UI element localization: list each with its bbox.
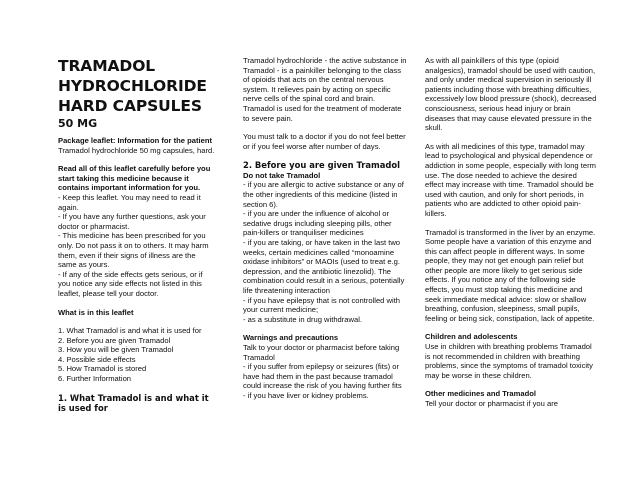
do-not-take-heading: Do not take Tramadol [243,170,321,180]
warnings-text: Talk to your doctor or pharmacist before taking Tramadol - if you suffer from epilepsy or seizures (fits) or have had them in the past because tramadol could increase the risk of you having further fits - if you have liver or kidney problems. [243,342,402,400]
product-intro: Tramadol hydrochloride - the active substance in Tramadol - is a painkiller belonging to the class of opioids that acts on the central nervous system. It relieves pain by acting on specific nerve cells of the spinal cord and brain. Tramadol is used for the treatment of moderate to severe pain. [243,56,407,123]
other-medicines-text: Tell your doctor or pharmacist if you are [425,399,558,408]
read-leaflet-heading: Read all of this leaflet carefully before you start taking this medicine because it contains important information for you. [58,164,211,193]
document-title: TRAMADOL HYDROCHLORIDE HARD CAPSULES [58,57,207,115]
children-text: Use in children with breathing problems Tramadol is not recommended in children with breathing problems, since the symptoms of tramadol toxicity may be worse in these children. [425,342,593,380]
read-leaflet-points: - Keep this leaflet. You may need to read it again. - If you have any further questions, ask your doctor or pharmacist. - This medicine has been prescribed for you only. Do not pass it on to others. It may harm them, even if their signs of illness are the same as yours. - If any of the side effects gets serious, or if you notice any side effects not listed in this leaflet, please tell your doctor. [58,192,209,298]
dependence-paragraph: As with all medicines of this type, tramadol may lead to psychological and physical dependence or addiction in some people, especially with long term use. The dose needed to achieve the desired effect may increase with time. Tramadol should be used with caution, and only for short periods, in patients who are addicted to other opioid pain-killers. [425,141,596,218]
caution-paragraph: As with all painkillers of this type (opioid analgesics), tramadol should be used with caution, and only under medical supervision in seriously ill patients including those with breathing difficulties, excessively low blood pressure (shock), decreased consciousness, serious head injury or brain diseases that may cause elevated pressure in the skull. [425,56,597,133]
section-2-heading: 2. Before you are given Tramadol [243,160,401,171]
warnings-heading: Warnings and precautions [243,333,339,343]
leaflet-column-1 [58,56,216,414]
other-medicines-heading: Other medicines and Tramadol [425,389,536,399]
doctor-note: You must talk to a doctor if you do not feel better or if you feel worse after number of days. [243,132,406,151]
leaflet-column-3 [425,56,597,409]
do-not-take-list: - if you are allergic to active substance or any of the other ingredients of this medicine (listed in section 6). - if you are under the influence of alcohol or sedative drugs including sleeping pills, other pain-killers or tranquiliser medicines - if you are taking, or have taken in the last two weeks, certain medicines called “monoamine oxidase inhibitors” or MAOIs (used to treat e.g. depression, and the antibiotic linezolid). The combination could result in a serious, potentially life threatening interaction - if you have epilepsy that is not controlled with your current medicine; - as a substitute in drug withdrawal. [243,180,405,324]
dose-strength: 50 MG [58,117,98,130]
leaflet-column-2 [243,56,408,401]
contents-heading: What is in this leaflet [58,307,134,317]
product-line: Tramadol hydrochloride 50 mg capsules, hard. [58,145,215,155]
leaflet-heading: Package leaflet: Information for the patient [58,136,213,145]
contents-list: 1. What Tramadol is and what it is used for 2. Before you are given Tramadol 3. How you will be given Tramadol 4. Possible side effects 5. How Tramadol is stored 6. Further Information [58,326,202,384]
section-1-heading: 1. What Tramadol is and what it is used for [58,392,209,414]
children-heading: Children and adolescents [425,332,518,342]
liver-enzyme-paragraph: Tramadol is transformed in the liver by an enzyme. Some people have a variation of this enzyme and this can affect people in different ways. In some people, they may not get enough pain relief but other people are more likely to get serious side effects. If you notice any of the following side effects, you must stop taking this medicine and seek immediate medical advice: slow or shallow breathing, confusion, sleepiness, small pupils, feeling or being sick, constipation, lack of appetite. [425,227,596,323]
